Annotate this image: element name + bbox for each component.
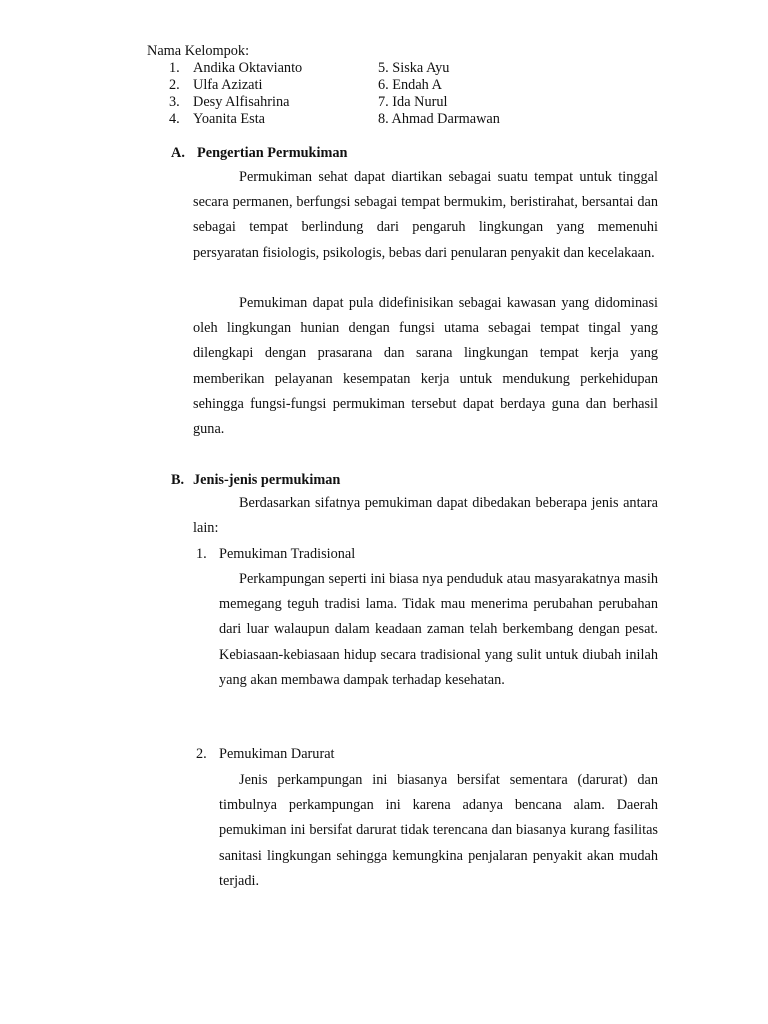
section-b-intro: Berdasarkan sifatnya pemukiman dapat dibedakan beberapa jenis antara lain: bbox=[193, 495, 658, 537]
member-number: 4. bbox=[169, 111, 180, 127]
member-name: 5. Siska Ayu bbox=[378, 60, 450, 76]
list-item-number: 2. bbox=[196, 746, 207, 762]
list-item-title: Pemukiman Tradisional bbox=[219, 546, 356, 562]
member-name: Andika Oktavianto bbox=[193, 60, 303, 76]
section-b-marker: B. bbox=[171, 472, 185, 488]
section-a-title: Pengertian Permukiman bbox=[197, 145, 348, 161]
member-name: Ulfa Azizati bbox=[193, 77, 263, 93]
section-b-title: Jenis-jenis permukiman bbox=[193, 472, 341, 488]
list-item-number: 1. bbox=[196, 546, 207, 562]
member-number: 2. bbox=[169, 77, 180, 93]
section-a-paragraph: Pemukiman dapat pula didefinisikan sebagai kawasan yang didominasi oleh lingkungan hunian dengan fungsi utama sebagai tempat tingal yang dilengkapi dengan prasarana dan sarana lingkungan tempat kerja yang memberikan pelayanan kesempatan kerja untuk mendukung perkehidupan sehingga fungsi-fungsi permukiman tersebut dapat berdaya guna dan berhasil guna. bbox=[193, 295, 658, 438]
group-label: Nama Kelompok: bbox=[147, 43, 250, 59]
list-item-paragraph: Jenis perkampungan ini biasanya bersifat sementara (darurat) dan timbulnya perkampungan ini karena adanya bencana alam. Daerah pemukiman ini bersifat darurat tidak terencana dan biasanya kurang fasilitas sanitasi lingkungan sehingga kemungkina penjalaran penyakit akan mudah terjadi. bbox=[219, 772, 658, 889]
list-item-paragraph: Perkampungan seperti ini biasa nya penduduk atau masyarakatnya masih memegang teguh tradisi lama. Tidak mau menerima perubahan perubahan dari luar walaupun dalam keadaan zaman telah berkembang dengan pesat. Kebiasaan-kebiasaan hidup secara tradisional yang sulit untuk diubah inilah yang akan membawa dampak terhadap kesehatan. bbox=[219, 571, 658, 688]
member-number: 3. bbox=[169, 94, 180, 110]
member-name: Yoanita Esta bbox=[193, 111, 266, 127]
member-name: Desy Alfisahrina bbox=[193, 94, 290, 110]
member-name: 6. Endah A bbox=[378, 77, 442, 93]
list-item-title: Pemukiman Darurat bbox=[219, 746, 335, 762]
section-a-paragraph: Permukiman sehat dapat diartikan sebagai suatu tempat untuk tinggal secara permanen, berfungsi sebagai tempat bermukim, beristirahat, bersantai dan sebagai tempat berlindung dari pengaruh lingkungan yang memenuhi persyaratan fisiologis, psikologis, bebas dari penularan penyakit dan kecelakaan. bbox=[193, 169, 658, 261]
section-a-marker: A. bbox=[171, 145, 185, 161]
member-name: 7. Ida Nurul bbox=[378, 94, 448, 110]
member-number: 1. bbox=[169, 60, 180, 76]
member-name: 8. Ahmad Darmawan bbox=[378, 111, 500, 127]
